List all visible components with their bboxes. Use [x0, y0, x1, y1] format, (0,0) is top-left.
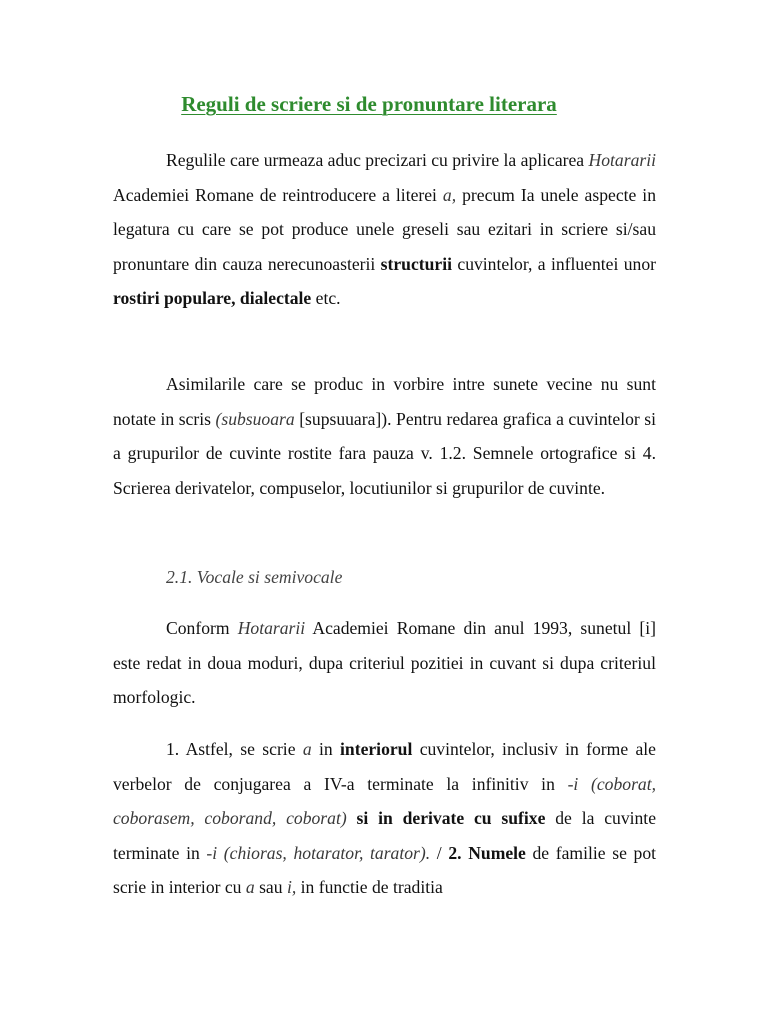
- text-run: Academiei Romane din anul 1993, sunetul [i] este redat in doua moduri, dupa criteriul pozitiei in cuvant si dupa criteriul morfologic.: [113, 618, 656, 708]
- text-run: Regulile care urmeaza aduc precizari cu privire la aplicarea: [166, 150, 589, 170]
- document-title: Reguli de scriere si de pronuntare literara: [181, 92, 557, 116]
- text-run-bold: interiorul: [340, 739, 413, 759]
- text-run-bold: si in derivate cu sufixe: [356, 808, 546, 829]
- text-run: in functie de traditia: [296, 877, 443, 898]
- paragraph-asimilarile: [113, 367, 656, 505]
- paragraph-astfel: [113, 732, 656, 905]
- text-run: [347, 808, 357, 828]
- text-run: in: [311, 739, 341, 759]
- text-run: etc.: [311, 288, 341, 309]
- text-run: 1. Astfel, se scrie: [166, 739, 303, 759]
- text-run-italic: a: [302, 739, 312, 759]
- paragraph-intro: [113, 143, 656, 316]
- text-run-bold: structurii: [380, 253, 453, 274]
- text-run-italic: a: [245, 877, 255, 898]
- text-run-bold: rostiri populare, dialectale: [113, 288, 312, 309]
- text-run: cuvintelor, inclusiv in forme ale verbelor de conjugarea a IV-a terminate la infinitiv in: [113, 739, 656, 794]
- section-heading: 2.1. Vocale si semivocale: [166, 567, 343, 587]
- text-run: de la cuvinte terminate in: [113, 808, 657, 863]
- paragraph-conform: [113, 611, 656, 715]
- text-run-italic: (subsuoara: [215, 408, 295, 429]
- text-run: precum Ia unele aspecte in legatura cu care se pot produce unele greseli sau ezitari in scriere si/sau pronuntare din cauza nerecunoasterii: [113, 184, 656, 274]
- text-run: cuvintelor, a influentei unor: [452, 253, 656, 274]
- text-run-bold: 2.: [448, 842, 462, 863]
- text-run-italic: a,: [442, 184, 457, 205]
- text-run-bold: Numele: [468, 842, 526, 863]
- text-run: Asimilarile care se produc in vorbire intre sunete vecine nu sunt notate in scris: [113, 374, 656, 429]
- text-run: Academiei Romane de reintroducere a literei: [113, 184, 443, 205]
- text-run-italic: Hotararii: [237, 618, 306, 638]
- text-run: Conform: [166, 618, 238, 638]
- text-run-italic: Hotararii: [588, 150, 656, 170]
- text-run-italic: -i (chioras, hotarator, tarator).: [206, 842, 431, 863]
- text-run-italic: i,: [286, 877, 297, 898]
- text-run: de familie se pot scrie in interior cu: [113, 842, 657, 898]
- text-run: sau: [254, 877, 287, 898]
- text-run-italic: -i (coborat, coborasem, coborand, coborat): [113, 773, 657, 829]
- text-run: [supsuuara]). Pentru redarea grafica a cuvintelor si a grupurilor de cuvinte rostite fara pauza v. 1.2. Semnele ortografice si 4. Scrierea derivatelor, compuselor, locutiunilor si grupurilor de cuvinte.: [113, 408, 657, 498]
- text-run: /: [430, 842, 449, 863]
